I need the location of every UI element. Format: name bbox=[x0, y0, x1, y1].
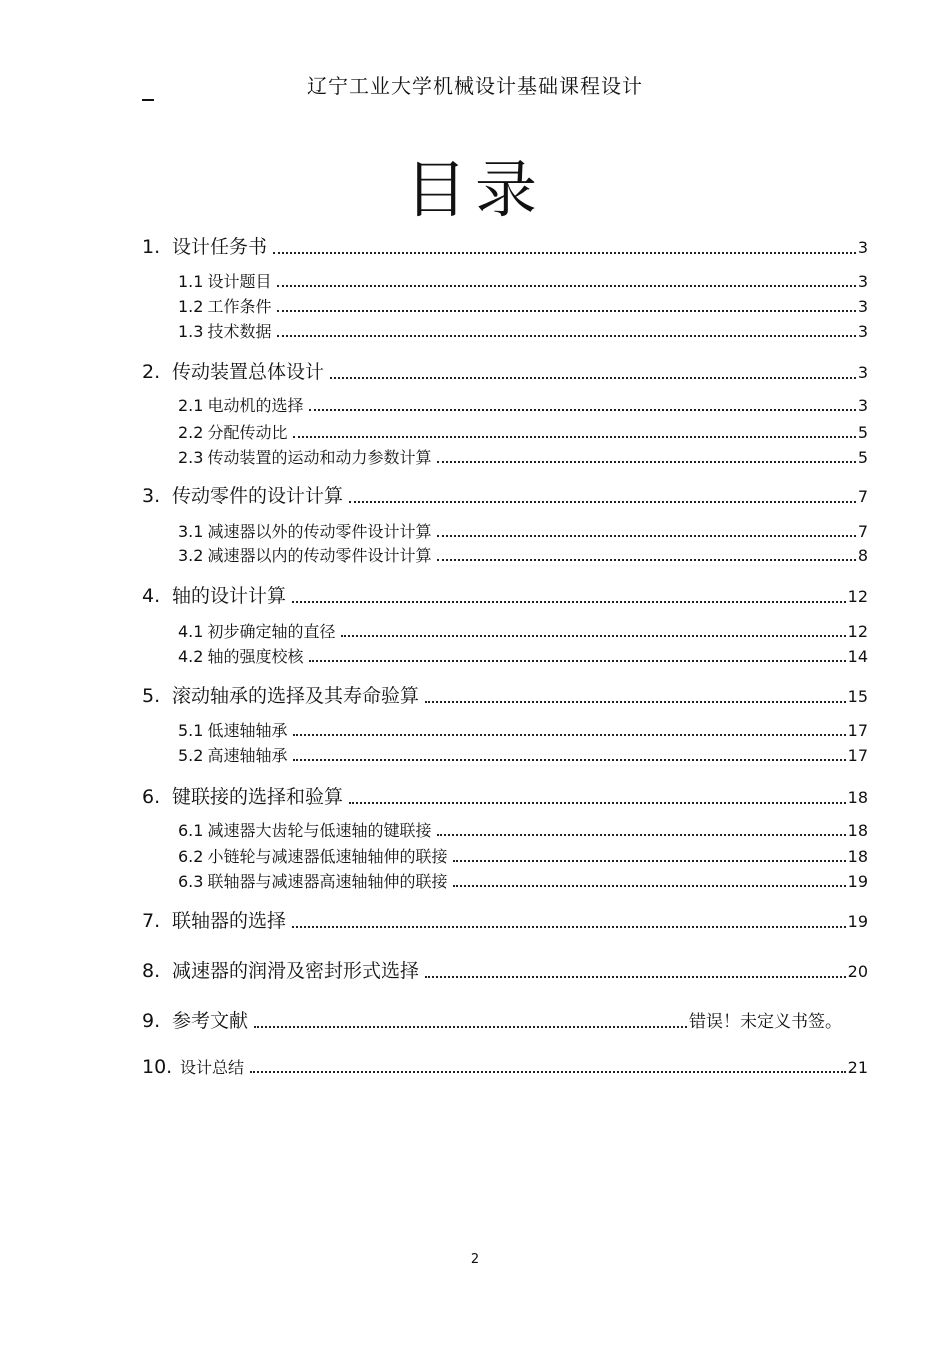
toc-page-number: 20 bbox=[847, 962, 868, 981]
toc-page-number: 12 bbox=[847, 587, 868, 606]
toc-subentry[interactable] bbox=[178, 543, 868, 566]
toc-leader-dots bbox=[254, 1026, 687, 1028]
toc-leader-dots bbox=[437, 535, 855, 537]
toc-page-number: 12 bbox=[847, 622, 868, 641]
toc-subentry[interactable] bbox=[178, 869, 868, 892]
toc-subentry[interactable] bbox=[178, 294, 868, 317]
toc-leader-dots bbox=[425, 701, 846, 703]
toc-page-number: 3 bbox=[857, 297, 868, 316]
toc-entry[interactable] bbox=[142, 782, 868, 809]
toc-entry-number: 2. bbox=[142, 361, 161, 383]
toc-entry-number: 9. bbox=[142, 1010, 161, 1032]
toc-entry-label: 键联接的选择和验算 bbox=[172, 786, 344, 808]
toc-entry-label: 减速器的润滑及密封形式选择 bbox=[172, 960, 420, 982]
toc-entry-number: 1. bbox=[142, 236, 161, 258]
toc-entry-number: 6.2 bbox=[178, 847, 204, 866]
toc-entry[interactable] bbox=[142, 1055, 868, 1078]
toc-subentry[interactable] bbox=[178, 619, 868, 642]
toc-entry-label: 设计总结 bbox=[180, 1058, 245, 1077]
toc-entry-number: 6.3 bbox=[178, 872, 204, 891]
toc-entry[interactable] bbox=[142, 581, 868, 608]
toc-leader-dots bbox=[293, 436, 855, 438]
toc-page-number: 5 bbox=[857, 423, 868, 442]
toc-entry-label: 减速器以内的传动零件设计计算 bbox=[207, 546, 432, 565]
toc-subentry[interactable] bbox=[178, 319, 868, 342]
toc-leader-dots bbox=[277, 335, 855, 337]
toc-subentry[interactable] bbox=[178, 420, 868, 443]
toc-page-number: 18 bbox=[847, 821, 868, 840]
toc-leader-dots bbox=[293, 734, 845, 736]
toc-title: 目录 bbox=[404, 153, 545, 226]
toc-entry-number: 4.2 bbox=[178, 647, 204, 666]
toc-entry-number: 5.2 bbox=[178, 746, 204, 765]
toc-entry-label: 技术数据 bbox=[207, 322, 272, 341]
toc-page-number: 18 bbox=[847, 847, 868, 866]
toc-leader-dots bbox=[453, 860, 845, 862]
toc-entry-number: 2.3 bbox=[178, 448, 204, 467]
toc-entry-number: 5.1 bbox=[178, 721, 204, 740]
toc-entry-label: 联轴器与减速器高速轴轴伸的联接 bbox=[207, 872, 448, 891]
toc-entry-label: 参考文献 bbox=[172, 1010, 249, 1032]
toc-leader-dots bbox=[293, 759, 845, 761]
toc-page-number: 5 bbox=[857, 448, 868, 467]
toc-entry-label: 传动零件的设计计算 bbox=[172, 485, 344, 507]
toc-leader-dots bbox=[273, 252, 856, 254]
toc-leader-dots bbox=[277, 285, 855, 287]
toc-entry-label: 轴的设计计算 bbox=[172, 585, 287, 607]
toc-entry-label: 减速器以外的传动零件设计计算 bbox=[207, 522, 432, 541]
toc-entry-number: 4.1 bbox=[178, 622, 204, 641]
toc-entry-label: 高速轴轴承 bbox=[207, 746, 288, 765]
toc-leader-dots bbox=[309, 409, 855, 411]
toc-leader-dots bbox=[425, 976, 846, 978]
toc-subentry[interactable] bbox=[178, 818, 868, 841]
toc-leader-dots bbox=[349, 501, 856, 503]
toc-entry-label: 传动装置总体设计 bbox=[172, 361, 325, 383]
toc-leader-dots bbox=[341, 635, 845, 637]
toc-entry-number: 4. bbox=[142, 585, 161, 607]
toc-leader-dots bbox=[453, 885, 845, 887]
toc-entry-number: 6.1 bbox=[178, 821, 204, 840]
toc-entry-label: 初步确定轴的直径 bbox=[207, 622, 336, 641]
toc-entry-number: 1.2 bbox=[178, 297, 204, 316]
toc-subentry[interactable] bbox=[178, 519, 868, 542]
toc-subentry[interactable] bbox=[178, 644, 868, 667]
toc-page-number: 18 bbox=[847, 788, 868, 807]
toc-leader-dots bbox=[277, 310, 855, 312]
toc-page-number: 3 bbox=[857, 363, 868, 382]
toc-entry-number: 3.2 bbox=[178, 546, 204, 565]
toc-entry-number: 6. bbox=[142, 786, 161, 808]
toc-leader-dots bbox=[437, 834, 845, 836]
toc-entry-label: 设计题目 bbox=[207, 272, 272, 291]
toc-entry-number: 7. bbox=[142, 910, 161, 932]
page-number: 2 bbox=[470, 1252, 480, 1267]
toc-entry-label: 传动装置的运动和动力参数计算 bbox=[207, 448, 432, 467]
toc-entry-number: 2.2 bbox=[178, 423, 204, 442]
toc-subentry[interactable] bbox=[178, 844, 868, 867]
toc-leader-dots bbox=[437, 559, 855, 561]
toc-entry-label: 低速轴轴承 bbox=[207, 721, 288, 740]
toc-leader-dots bbox=[309, 660, 845, 662]
toc-entry[interactable] bbox=[142, 906, 868, 933]
toc-page-number: 3 bbox=[857, 272, 868, 291]
toc-entry-number: 1.3 bbox=[178, 322, 204, 341]
toc-entry-label: 小链轮与减速器低速轴轴伸的联接 bbox=[207, 847, 448, 866]
toc-page-number: 错误！未定义书签。 bbox=[689, 1012, 842, 1032]
toc-entry-label: 轴的强度校核 bbox=[207, 647, 304, 666]
toc-page-number: 19 bbox=[847, 912, 868, 931]
toc-entry[interactable] bbox=[142, 1006, 842, 1033]
toc-entry-label: 分配传动比 bbox=[207, 423, 288, 442]
toc-page-number: 21 bbox=[847, 1058, 868, 1077]
toc-entry[interactable] bbox=[142, 357, 868, 384]
toc-subentry[interactable] bbox=[178, 393, 868, 416]
toc-page-number: 8 bbox=[857, 546, 868, 565]
toc-page-number: 17 bbox=[847, 721, 868, 740]
toc-page-number: 3 bbox=[857, 322, 868, 341]
toc-leader-dots bbox=[330, 377, 856, 379]
toc-entry-label: 工作条件 bbox=[207, 297, 272, 316]
toc-entry[interactable] bbox=[142, 481, 868, 508]
toc-entry-number: 2.1 bbox=[178, 396, 204, 415]
toc-subentry[interactable] bbox=[178, 269, 868, 292]
toc-page-number: 14 bbox=[847, 647, 868, 666]
toc-page-number: 19 bbox=[847, 872, 868, 891]
toc-entry-label: 电动机的选择 bbox=[207, 396, 304, 415]
toc-entry-number: 10. bbox=[142, 1056, 173, 1078]
toc-entry[interactable] bbox=[142, 956, 868, 983]
toc-page-number: 3 bbox=[857, 396, 868, 415]
toc-entry-number: 5. bbox=[142, 685, 161, 707]
toc-entry-number: 8. bbox=[142, 960, 161, 982]
toc-page-number: 7 bbox=[857, 487, 868, 506]
toc-subentry[interactable] bbox=[178, 743, 868, 766]
toc-entry[interactable] bbox=[142, 681, 868, 708]
toc-entry-label: 设计任务书 bbox=[172, 236, 268, 258]
toc-page-number: 17 bbox=[847, 746, 868, 765]
toc-leader-dots bbox=[437, 461, 855, 463]
toc-entry[interactable] bbox=[142, 232, 868, 259]
toc-entry-number: 1.1 bbox=[178, 272, 204, 291]
toc-leader-dots bbox=[292, 601, 846, 603]
toc-page-number: 7 bbox=[857, 522, 868, 541]
toc-entry-label: 滚动轴承的选择及其寿命验算 bbox=[172, 685, 420, 707]
toc-subentry[interactable] bbox=[178, 718, 868, 741]
toc-page-number: 3 bbox=[857, 238, 868, 257]
toc-entry-number: 3.1 bbox=[178, 522, 204, 541]
toc-entry-label: 联轴器的选择 bbox=[172, 910, 287, 932]
toc-leader-dots bbox=[250, 1071, 846, 1073]
toc-leader-dots bbox=[292, 926, 846, 928]
toc-entry-label: 减速器大齿轮与低速轴的键联接 bbox=[207, 821, 432, 840]
toc-subentry[interactable] bbox=[178, 445, 868, 468]
toc-entry-number: 3. bbox=[142, 485, 161, 507]
toc-page-number: 15 bbox=[847, 687, 868, 706]
toc-leader-dots bbox=[349, 802, 846, 804]
page-header: 辽宁工业大学机械设计基础课程设计 bbox=[307, 74, 643, 98]
